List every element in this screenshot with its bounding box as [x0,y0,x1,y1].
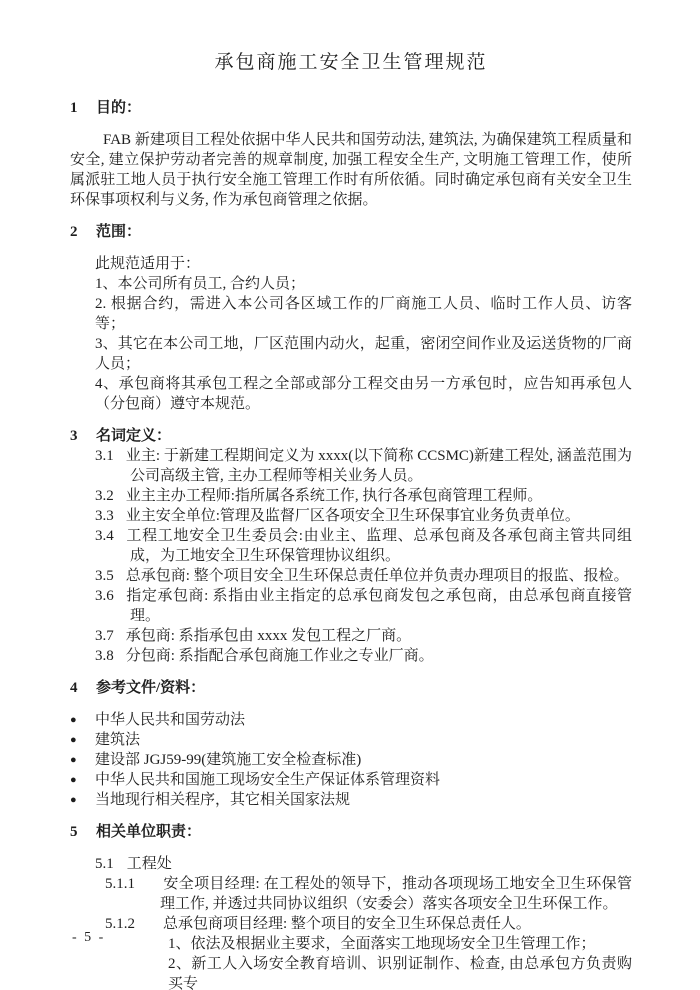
purpose-paragraph: FAB 新建项目工程处依据中华人民共和国劳动法, 建筑法, 为确保建筑工程质量和安全, 建立保护劳动者完善的规章制度, 加强工程安全生产, 文明施工管理工作，使所属派驻工地人员于执行安全施工管理工作时有所依循。同时确定承包商有关安全卫生环保事项权利与义务, 作为承包商管理之依据。 [70,132,632,208]
clause-text: 总承包商项目经理: 整个项目的安全卫生环保总责任人。 [163,916,531,932]
definition-number: 3.3 [95,508,114,524]
reference-item [70,710,632,730]
section-purpose [70,98,632,210]
section-number: 3 [70,428,78,444]
definition-number: 3.8 [95,648,114,664]
definition-item [70,446,632,486]
definition-number: 3.1 [95,448,114,464]
scope-item: 2. 根据合约，需进入本公司各区域工作的厂商施工人员、临时工作人员、访客等； [95,296,632,332]
scope-list [70,254,632,414]
section-number: 4 [70,680,78,696]
section-scope [70,222,632,414]
section-number: 2 [70,224,78,240]
bullet-icon: ● [70,754,77,766]
reference-item [70,790,632,810]
section-heading-row [70,98,632,118]
reference-item [70,730,632,750]
definition-item [70,586,632,626]
clause-number: 5.1.2 [105,916,135,932]
section-references [70,678,632,810]
section-heading: 范围： [96,224,142,240]
clause-item [70,914,632,934]
section-heading: 相关单位职责： [96,824,202,840]
section-heading: 参考文件/资料： [96,680,206,696]
definition-number: 3.7 [95,628,114,644]
scope-item: 3、其它在本公司工地，厂区范围内动火，起重，密闭空间作业及运送货物的厂商人员； [95,336,632,372]
subsection-text: 工程处 [126,856,172,872]
page-number-footer: - 5 - [72,930,106,945]
section-heading-row [70,426,632,446]
responsibility-item: 2、新工人入场安全教育培训、识别证制作、检查, 由总承包方负责购买专 [168,956,632,990]
definition-text: 业主安全单位:管理及监督厂区各项安全卫生环保事宜业务负责单位。 [125,508,580,524]
clause-number: 5.1.1 [105,876,135,892]
definition-text: 业主主办工程师:指所属各系统工作, 执行各承包商管理工程师。 [125,488,543,504]
definition-number: 3.6 [95,588,114,604]
definition-item [70,526,632,566]
reference-text: 中华人民共和国劳动法 [95,712,246,728]
clause-text: 安全项目经理: 在工程处的领导下，推动各项现场工地安全卫生环保管理工作, 并透过共同协议组织（安委会）落实各项安全卫生环保工作。 [160,876,632,912]
reference-text: 当地现行相关程序，其它相关国家法规 [95,792,351,808]
definition-text: 承包商: 系指承包由 xxxx 发包工程之厂商。 [125,628,412,644]
definition-item [70,506,632,526]
clause-item [70,874,632,914]
scope-intro: 此规范适用于： [95,256,201,272]
bullet-icon: ● [70,734,77,746]
definition-text: 指定承包商: 系指由业主指定的总承包商发包之承包商，由总承包商直接管理。 [125,588,632,624]
scope-item: 4、承包商将其承包工程之全部或部分工程交由另一方承包时，应告知再承包人（分包商）遵守本规范。 [95,376,632,412]
bullet-icon: ● [70,714,77,726]
section-responsibilities [70,822,632,990]
reference-list [70,710,632,810]
definition-text: 工程工地安全卫生委员会:由业主、监理、总承包商及各承包商主管共同组成，为工地安全卫生环保管理协议组织。 [125,528,632,564]
definition-number: 3.2 [95,488,114,504]
definition-number: 3.4 [95,528,114,544]
reference-text: 中华人民共和国施工现场安全生产保证体系管理资料 [95,772,441,788]
definition-item [70,646,632,666]
definition-text: 总承包商: 整个项目安全卫生环保总责任单位并负责办理项目的报监、报检。 [125,568,629,584]
definition-item [70,486,632,506]
section-heading-row [70,222,632,242]
responsibility-item: 1、依法及根据业主要求，全面落实工地现场安全卫生管理工作； [168,936,596,952]
scope-item: 1、本公司所有员工, 合约人员； [95,276,306,292]
bullet-icon: ● [70,794,77,806]
section-heading-row [70,822,632,842]
definition-number: 3.5 [95,568,114,584]
subsection-engineering-office [70,854,632,874]
bullet-icon: ● [70,774,77,786]
section-heading-row [70,678,632,698]
reference-text: 建筑法 [95,732,141,748]
section-heading: 名词定义： [96,428,172,444]
reference-text: 建设部 JGJ59-99(建筑施工安全检查标准) [95,752,362,768]
definition-item [70,566,632,586]
definition-item [70,626,632,646]
definition-text: 分包商: 系指配合承包商施工作业之专业厂商。 [125,648,434,664]
section-definitions [70,426,632,666]
section-number: 5 [70,824,78,840]
section-number: 1 [70,100,78,116]
page-title: 承包商施工安全卫生管理规范 [214,52,488,73]
document-content [70,50,632,990]
definition-text: 业主: 于新建工程期间定义为 xxxx(以下简称 CCSMC)新建工程处, 涵盖范围为公司高级主管, 主办工程师等相关业务人员。 [125,448,632,484]
subsection-number: 5.1 [95,856,114,872]
reference-item [70,770,632,790]
reference-item [70,750,632,770]
section-heading: 目的： [96,100,142,116]
